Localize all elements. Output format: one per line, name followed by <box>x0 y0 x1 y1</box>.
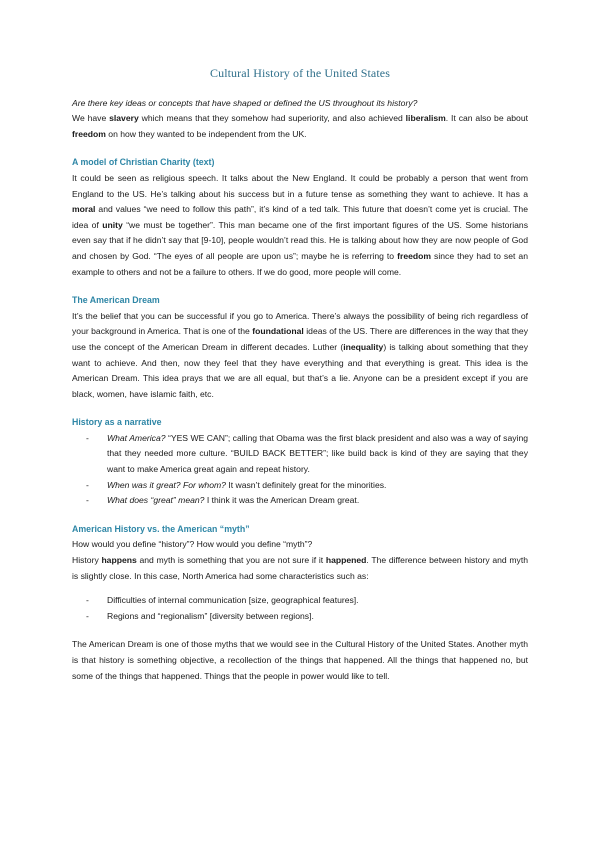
italic-question: When was it great? For whom? <box>107 479 226 490</box>
text-run: and myth is something that you are not sure if it <box>136 555 326 566</box>
text-run: since they had to set an example to others and not be a failure to others. If we do good, more people will come. <box>72 250 528 277</box>
section-heading-christian-charity: A model of Christian Charity (text) <box>72 157 215 168</box>
text-run: It could be seen as religious speech. It talks about the New England. It could be probably a person that went from England to the US. He’s talking about his success but in a future tense as something they want to achieve. It has a <box>72 172 528 199</box>
bold-term: freedom <box>397 250 432 261</box>
bold-term: liberalism <box>405 113 446 124</box>
text-run: I think it was the American Dream great. <box>204 495 360 506</box>
bold-term: moral <box>72 204 96 215</box>
section-heading-american-dream: The American Dream <box>72 295 160 306</box>
text-run: History <box>72 555 102 566</box>
text-run: and values “we need to follow this path”, it’s kind of a ted talk. This future that doesn’t come yet is crucial. The idea of <box>72 204 528 230</box>
list-item: - Difficulties of internal communication [size, geographical features]. <box>72 593 528 609</box>
characteristics-list <box>72 593 528 624</box>
history-narrative-list <box>72 431 528 509</box>
history-myth-question: How would you define “history”? How would you define “myth”? <box>72 539 313 550</box>
section-body-american-dream <box>72 309 528 403</box>
text-run: ) is talking about something that they want to achieve. And then, now they feel that they have everything and that everything is great. This idea is the American Dream. This idea prays that we are all equal, but that’s a lie. Anyone can be a president except if you are black, women, have islamic faith, etc. <box>72 341 528 399</box>
closing-paragraph: The American Dream is one of those myths that we would see in the Cultural History of the United States. Another myth is that history is something objective, a recollection of the things that happened. All the things that happened no, but some of the things that happened. Things that the people in power would like to tell. <box>72 639 528 681</box>
section-body-christian-charity <box>72 171 528 280</box>
list-item <box>72 493 528 509</box>
text-run: It’s the belief that you can be successful if you go to America. There’s always the possibility of being rich regardless of your background in America. That is one of the <box>72 310 528 337</box>
section-heading-history-narrative: History as a narrative <box>72 417 162 428</box>
bold-term: happens <box>101 555 137 566</box>
text-run: which means that they somehow had superiority, and also achieved <box>138 113 406 124</box>
text-run: It wasn’t definitely great for the minorities. <box>225 479 387 490</box>
bold-term: happened <box>325 555 367 566</box>
italic-question: What America? <box>107 432 166 443</box>
text-run: . The difference between history and myth is slightly close. In this case, North America had some characteristics such as: <box>72 555 528 581</box>
section-heading-history-vs-myth: American History vs. the American “myth” <box>72 523 250 534</box>
text-run: We have <box>72 113 110 124</box>
bold-term: foundational <box>252 326 304 337</box>
intro-answer <box>72 111 528 142</box>
text-run: “YES WE CAN”; calling that Obama was the first black president and also was a way of saying that they needed more culture. “BUILD BACK BETTER”; like build back is kind of they are saying that they want to make America great again and repeat history. <box>107 432 528 475</box>
list-item <box>72 431 528 478</box>
intro-question: Are there key ideas or concepts that have shaped or defined the US throughout its history? <box>72 97 418 108</box>
bold-term: freedom <box>72 128 106 139</box>
bold-term: slavery <box>109 113 139 124</box>
bold-term: inequality <box>343 341 384 352</box>
list-item <box>72 478 528 494</box>
text-run: ideas of the US. There are differences in the way that they use the concept of the American Dream in different decades. Luther ( <box>72 326 528 352</box>
history-myth-body <box>72 553 528 584</box>
text-run: on how they wanted to be independent from the UK. <box>105 128 307 139</box>
bold-term: unity <box>102 219 123 230</box>
document-title: Cultural History of the United States <box>209 66 390 80</box>
text-run: . It can also be about <box>445 113 528 124</box>
text-run: “we must be together”. This man became one of the first important figures of the US. Some historians even say that if he didn’t say that [9-10], people wouldn’t read this. He is talking about how they are now people of God and chosen by God. “The eyes of all people are upon us”; maybe he is referring to <box>72 219 528 261</box>
italic-question: What does “great” mean? <box>107 495 205 506</box>
list-item: - Regions and “regionalism” [diversity between regions]. <box>72 609 528 625</box>
